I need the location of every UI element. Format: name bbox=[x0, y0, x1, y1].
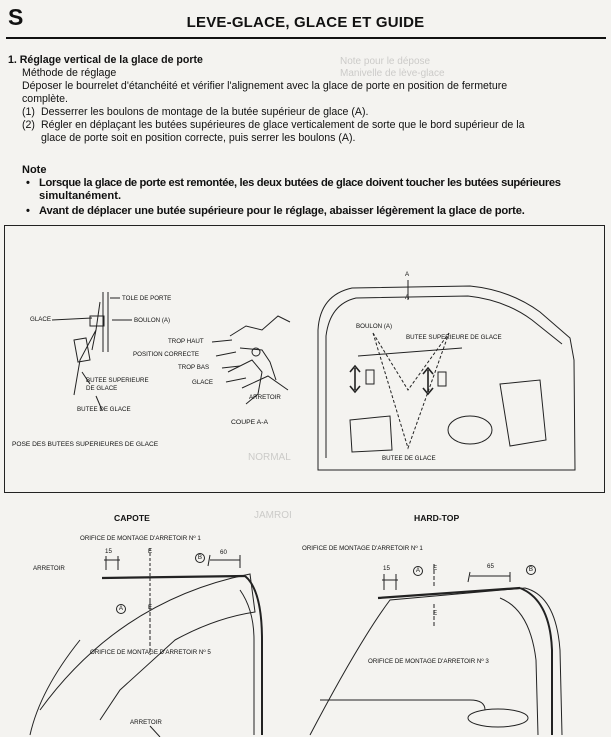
label-hardtop-65: 65 bbox=[487, 563, 494, 570]
label-capote-e1: E bbox=[148, 548, 153, 555]
label-door-boulon: BOULON (A) bbox=[356, 323, 393, 330]
bleed-text-2: Manivelle de lève-glace bbox=[340, 68, 445, 79]
label-capote-orifice-1: ORIFICE DE MONTAGE D'ARRETOIR Nº 1 bbox=[80, 535, 201, 542]
label-door-butee-sup: BUTEE SUPERIEURE DE GLACE bbox=[406, 334, 502, 341]
bleed-text-4: JAMROI bbox=[254, 510, 292, 521]
label-trop-bas: TROP BAS bbox=[178, 364, 210, 371]
label-capote-orifice-5: ORIFICE DE MONTAGE D'ARRETOIR Nº 5 bbox=[90, 649, 211, 656]
step-1-num: (1) bbox=[22, 106, 35, 118]
label-capote-b: B bbox=[195, 553, 205, 563]
label-position-correcte: POSITION CORRECTE bbox=[133, 351, 200, 358]
label-a-top: A bbox=[405, 271, 410, 278]
label-glace: GLACE bbox=[30, 316, 51, 323]
step-2-num: (2) bbox=[22, 119, 35, 131]
label-hardtop-a: A bbox=[413, 566, 423, 576]
label-butee-de-glace: BUTEE DE GLACE bbox=[77, 406, 131, 413]
label-capote-60: 60 bbox=[220, 549, 227, 556]
label-capote-e2: E bbox=[148, 604, 153, 611]
step-2-text-2: glace de porte soit en position correcte, puis serrer les boulons (A). bbox=[41, 132, 356, 144]
note-bullet-2-line1: Avant de déplacer une butée supérieure pour le réglage, abaisser légèrement la glace de porte. bbox=[39, 205, 525, 217]
label-door-butee-glace: BUTEE DE GLACE bbox=[382, 455, 436, 462]
label-capote-15: 15 bbox=[105, 548, 112, 555]
label-butee-sup-1: BUTEE SUPERIEURE bbox=[86, 377, 149, 384]
section-heading: 1. Réglage vertical de la glace de porte bbox=[8, 54, 203, 66]
label-butee-sup-2: DE GLACE bbox=[86, 385, 118, 392]
label-hardtop-orifice-1: ORIFICE DE MONTAGE D'ARRETOIR Nº 1 bbox=[302, 545, 423, 552]
label-capote: CAPOTE bbox=[114, 513, 150, 523]
bleed-text-3: NORMAL bbox=[248, 452, 291, 463]
note-title: Note bbox=[22, 164, 47, 176]
label-hardtop-e1: E bbox=[433, 565, 438, 572]
label-hardtop-15: 15 bbox=[383, 565, 390, 572]
label-hardtop: HARD-TOP bbox=[414, 513, 460, 523]
step-1-text: Desserrer les boulons de montage de la butée supérieur de glace (A). bbox=[41, 106, 369, 118]
label-hardtop-b: B bbox=[526, 565, 536, 575]
label-arretoir-top: ARRETOIR bbox=[249, 394, 281, 401]
label-bottom-arretoir: ARRETOIR bbox=[130, 719, 162, 726]
bleed-text-1: Note pour le dépose bbox=[340, 56, 431, 67]
label-trop-haut: TROP HAUT bbox=[168, 338, 204, 345]
label-glace-2: GLACE bbox=[192, 379, 213, 386]
note-bullet-1-dot: • bbox=[26, 177, 30, 189]
label-hardtop-orifice-3: ORIFICE DE MONTAGE D'ARRETOIR Nº 3 bbox=[368, 658, 489, 665]
label-tole-de-porte: TOLE DE PORTE bbox=[122, 295, 172, 302]
page-title: LEVE-GLACE, GLACE ET GUIDE bbox=[186, 14, 425, 31]
intro-line-1: Déposer le bourrelet d'étanchéité et vérifier l'alignement avec la glace de porte en position de fermeture bbox=[22, 80, 508, 92]
label-capote-arretoir: ARRETOIR bbox=[33, 565, 65, 572]
label-capote-a: A bbox=[116, 604, 126, 614]
note-bullet-1-line2: simultanément. bbox=[39, 190, 122, 202]
note-bullet-1-line1: Lorsque la glace de porte est remontée, les deux butées de glace doivent toucher les butées supérieures bbox=[39, 177, 561, 189]
figure-caption: POSE DES BUTEES SUPERIEURES DE GLACE bbox=[12, 441, 159, 448]
label-a-bottom: A bbox=[405, 294, 410, 301]
method-label: Méthode de réglage bbox=[22, 67, 117, 79]
intro-line-2: complète. bbox=[22, 93, 68, 105]
section-letter: S bbox=[8, 4, 24, 30]
label-coupe-aa: COUPE A-A bbox=[231, 419, 269, 426]
label-boulon-a: BOULON (A) bbox=[134, 317, 171, 324]
note-bullet-2-dot: • bbox=[26, 205, 30, 217]
label-hardtop-e2: E bbox=[433, 610, 438, 617]
step-2-text-1: Régler en déplaçant les butées supérieures de glace verticalement de sorte que le bord supérieur de la bbox=[41, 119, 525, 131]
